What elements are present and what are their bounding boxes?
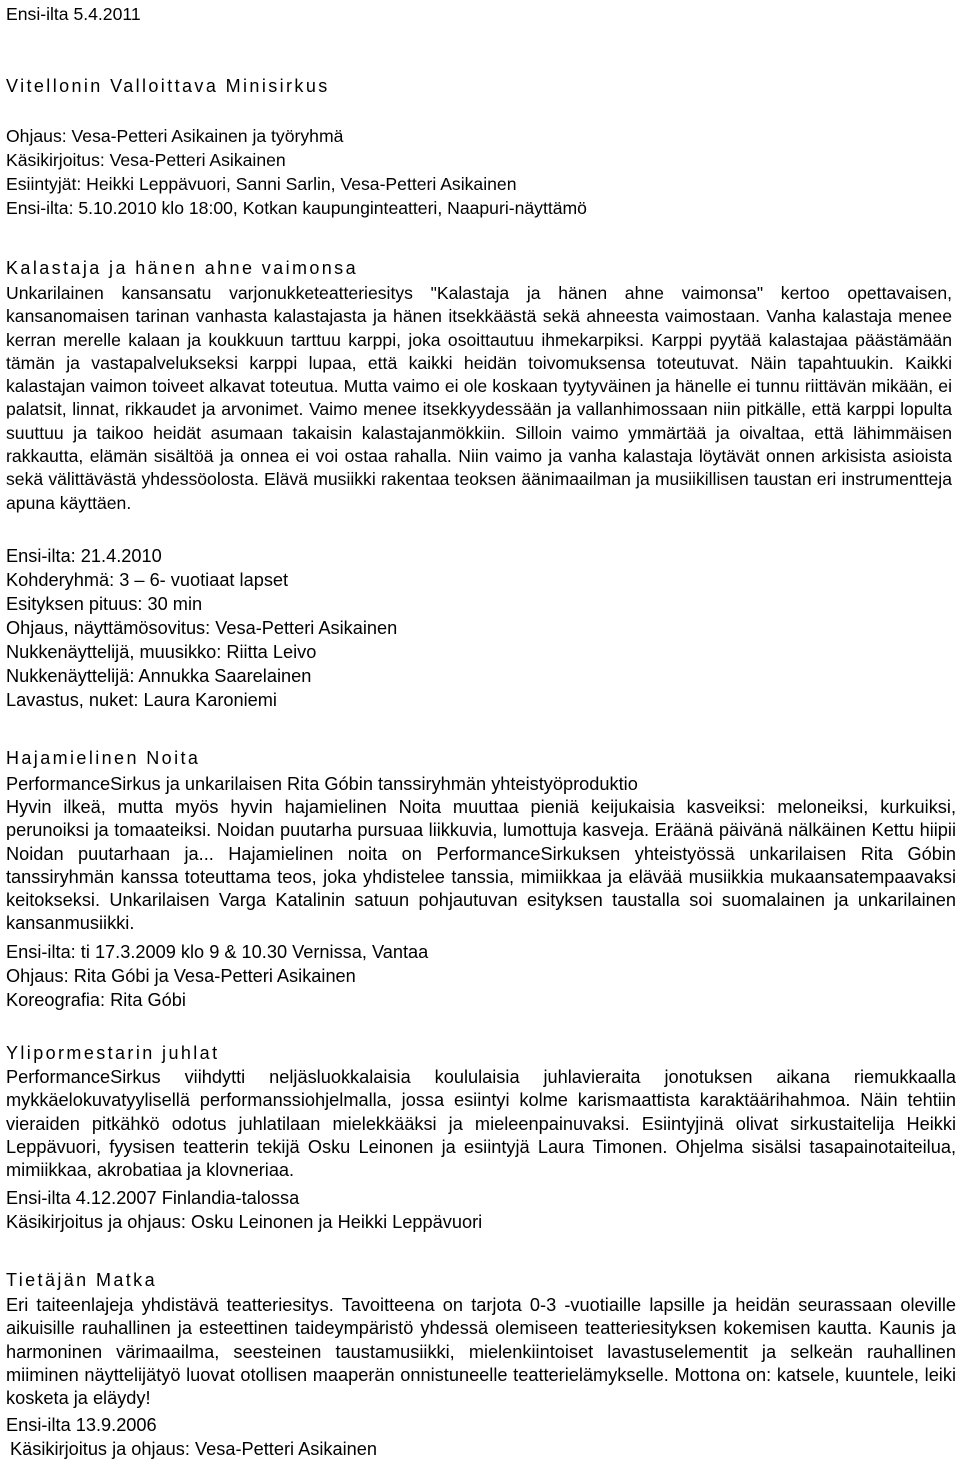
- hajamielinen-description: Hyvin ilkeä, mutta myös hyvin hajamielinen Noita muuttaa pieniä keijukaisia kasveiksi: meloneiksi, kurkuiksi, perunoiksi ja tomaateiksi. Noidan puutarha pursuaa liikkuvia, lumottuja kasveja. Eräänä päivänä nälkäinen Kettu hiipii Noidan puutarhaan ja... Hajamielinen noita on PerformanceSirkuksen yhteistyössä unkarilaisen Rita Góbin tanssiryhmän kanssa toteuttama teos, joka yhdistelee tanssia, mimiikkaa ja elävää musiikkia mukaansatempaavaksi keitokseksi. Unkarilaisen Varga Katalinin satuun pohjautuvan esityksen taustalla soi suomalainen ja unkarilainen kansanmusiikki.: [6, 797, 956, 934]
- section-title-vitellonin: Vitellonin Valloittava Minisirkus: [6, 76, 330, 96]
- vitellonin-director: Ohjaus: Vesa-Petteri Asikainen ja työryhmä: [6, 126, 344, 146]
- kalastaja-set-design: Lavastus, nuket: Laura Karoniemi: [6, 690, 277, 710]
- section-title-tietajan: Tietäjän Matka: [6, 1270, 157, 1290]
- tietajan-credits: Käsikirjoitus ja ohjaus: Vesa-Petteri Asikainen: [10, 1439, 377, 1459]
- tietajan-premiere: Ensi-ilta 13.9.2006: [6, 1415, 157, 1435]
- premiere-date-top: Ensi-ilta 5.4.2011: [6, 4, 141, 24]
- kalastaja-puppeteer: Nukkenäyttelijä: Annukka Saarelainen: [6, 666, 312, 686]
- vitellonin-performers: Esiintyjät: Heikki Leppävuori, Sanni Sarlin, Vesa-Petteri Asikainen: [6, 174, 517, 194]
- ylipormestarin-premiere: Ensi-ilta 4.12.2007 Finlandia-talossa: [6, 1188, 300, 1208]
- section-title-hajamielinen: Hajamielinen Noita: [6, 748, 201, 768]
- kalastaja-premiere: Ensi-ilta: 21.4.2010: [6, 546, 162, 566]
- vitellonin-script: Käsikirjoitus: Vesa-Petteri Asikainen: [6, 150, 286, 170]
- kalastaja-duration: Esityksen pituus: 30 min: [6, 594, 203, 614]
- kalastaja-description: Unkarilainen kansansatu varjonukketeatteriesitys "Kalastaja ja hänen ahne vaimonsa" kertoo opettavaisen, kansanomaisen tarinan vanhasta kalastajasta ja hänen itsekkäästä sekä ahneesta vaimostaan. Vanha kalastaja menee kerran merelle kalaan ja koukkuun tarttuu karppi, joka osoittautuu ihmekarpiksi. Karppi pyytää kalastajaa päästämään tämän ja vastapalvelukseksi karppi lupaa, että kaikki heidän toivomuksensa toteutuvat. Näin tapahtuukin. Kaikki kalastajan vaimon toiveet alkavat toteutua. Mutta vaimo ei ole koskaan tyytyväinen ja hänelle ei tunnu riittävän mikään, ei palatsit, linnat, rikkaudet ja arvonimet. Vaimo menee itsekkyydessään ja vallanhimossaan niin pitkälle, että karppi lopulta suuttuu ja taikoo heidät asumaan takaisin kalastajanmökkiin. Silloin vaimo ymmärtää ja oivaltaa, että lähimmäisen rakkautta, elämän sisältöä ja onnea ei voi ostaa rahalla. Niin vaimo ja vanha kalastaja löytävät onnen arkisista asioista sekä välittävästä yhdessöolosta. Elävä musiikki rakentaa teoksen äänimaailman ja musiikillisen taustan eri instrumentteja apuna käyttäen.: [6, 283, 952, 513]
- kalastaja-director: Ohjaus, näyttämösovitus: Vesa-Petteri Asikainen: [6, 618, 398, 638]
- hajamielinen-premiere: Ensi-ilta: ti 17.3.2009 klo 9 & 10.30 Vernissa, Vantaa: [6, 942, 429, 962]
- ylipormestarin-description: PerformanceSirkus viihdytti neljäsluokkalaisia koululaisia juhlavieraita jonotuksen aikana riemukkaalla mykkäelokuvatyylisellä performanssiohjelmalla, jossa esiintyi kolme karismaattista karaktäärihahmoa. Näin tehtiin vieraiden pitkähkö odotus juhlatilaan mielekkääksi ja mieleenpainuvaksi. Esiintyjinä olivat sirkustaitelija Heikki Leppävuori, fyysisen teatterin tekijä Osku Leinonen ja esiintyjä Laura Timonen. Ohjelma sisälsi tasapainotaiteilua, mimiikkaa, akrobatiaa ja klovneriaa.: [6, 1067, 956, 1181]
- hajamielinen-subtitle: PerformanceSirkus ja unkarilaisen Rita Góbin tanssiryhmän yhteistyöproduktio: [6, 774, 638, 794]
- ylipormestarin-credits: Käsikirjoitus ja ohjaus: Osku Leinonen ja Heikki Leppävuori: [6, 1212, 483, 1232]
- hajamielinen-director: Ohjaus: Rita Góbi ja Vesa-Petteri Asikainen: [6, 966, 356, 986]
- kalastaja-puppeteer-musician: Nukkenäyttelijä, muusikko: Riitta Leivo: [6, 642, 317, 662]
- vitellonin-premiere: Ensi-ilta: 5.10.2010 klo 18:00, Kotkan kaupunginteatteri, Naapuri-näyttämö: [6, 198, 587, 218]
- tietajan-description: Eri taiteenlajeja yhdistävä teatteriesitys. Tavoitteena on tarjota 0-3 -vuotiaille lapsille ja heidän seurassaan oleville aikuisille rauhallinen ja esteettinen taideympäristö yhdessä olemiseen teatteriesityksen kokemisen kautta. Kaunis ja harmoninen värimaailma, seesteinen taustamusiikki, mielenkiintoiset lavastuselementit ja selkeän rauhallinen miiminen näyttelijätyö luovat otollisen maaperän onnistuneelle teatterielämykselle. Mottona on: katsele, kuuntele, leiki kosketa ja eläydy!: [6, 1295, 956, 1409]
- hajamielinen-choreography: Koreografia: Rita Góbi: [6, 990, 186, 1010]
- kalastaja-target-group: Kohderyhmä: 3 – 6- vuotiaat lapset: [6, 570, 289, 590]
- section-title-ylipormestarin: Ylipormestarin juhlat: [6, 1043, 220, 1063]
- section-title-kalastaja: Kalastaja ja hänen ahne vaimonsa: [6, 258, 358, 278]
